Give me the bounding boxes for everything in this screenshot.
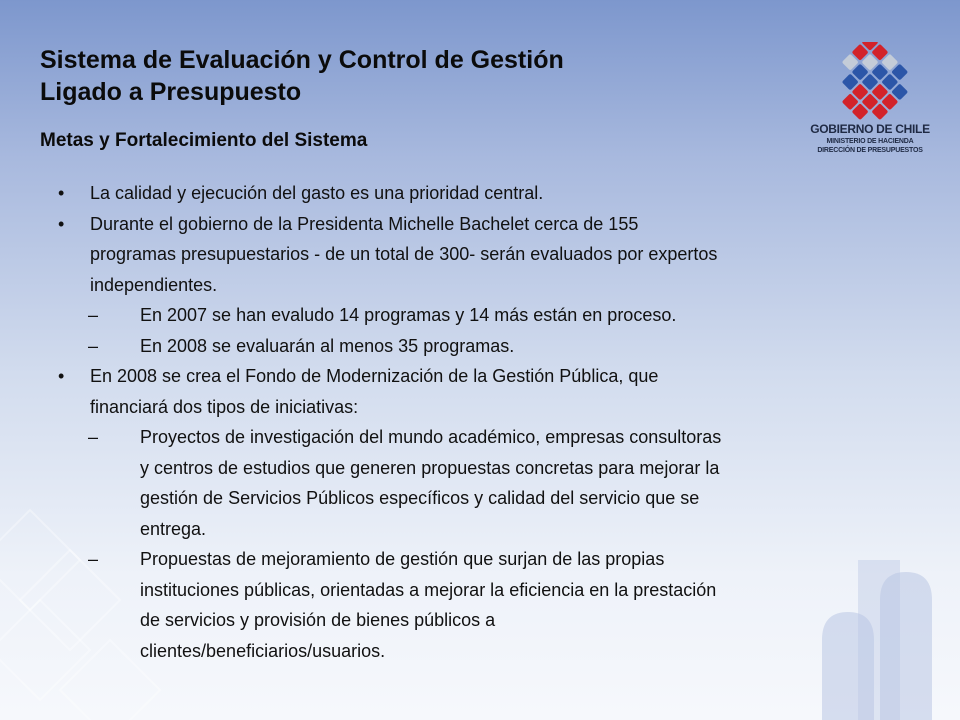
bullet-item [58, 178, 938, 209]
slide-subtitle: Metas y Fortalecimiento del Sistema [40, 130, 368, 151]
bullet-line: y centros de estudios que generen propuestas concretas para mejorar la [140, 457, 720, 478]
gobierno-de-chile-logo [808, 42, 932, 160]
bullet-line: Durante el gobierno de la Presidenta Michelle Bachelet cerca de 155 [90, 213, 639, 234]
bullet-line: Proyectos de investigación del mundo académico, empresas consultoras [140, 427, 722, 447]
bullet-item [58, 361, 938, 422]
bullet-line: gestión de Servicios Públicos específicos y calidad del servicio que se [140, 488, 700, 508]
bullet-marker: • [58, 183, 65, 203]
bullet-marker: • [58, 366, 65, 386]
bullet-line: Propuestas de mejoramiento de gestión que surjan de las propias [140, 549, 665, 569]
bullet-marker: • [58, 213, 65, 234]
sub-bullet-item [58, 300, 938, 331]
bullet-line: entrega. [140, 518, 207, 539]
logo-text-gobierno: GOBIERNO DE CHILE [810, 122, 930, 136]
sub-bullet-item [58, 544, 938, 666]
bullet-line: instituciones públicas, orientadas a mejorar la eficiencia en la prestación [140, 579, 717, 600]
sub-bullet-item [58, 422, 938, 544]
dash-marker: – [88, 549, 99, 569]
logo-text-ministerio: MINISTERIO DE HACIENDA [826, 138, 914, 145]
bullet-line: En 2008 se crea el Fondo de Modernización de la Gestión Pública, que [90, 366, 659, 386]
gobierno-de-chile-logo-icon [808, 42, 932, 122]
bullet-line: de servicios y provisión de bienes públicos a [140, 610, 496, 630]
bullet-line: La calidad y ejecución del gasto es una prioridad central. [90, 183, 544, 203]
bullet-item [58, 209, 938, 301]
bullet-list [58, 178, 938, 666]
logo-text-direccion: DIRECCIÓN DE PRESUPUESTOS [817, 147, 923, 154]
bullet-line: clientes/beneficiarios/usuarios. [140, 640, 386, 661]
sub-bullet-item [58, 331, 938, 362]
bullet-line: independientes. [90, 274, 218, 295]
bullet-line: En 2007 se han evaludo 14 programas y 14 más están en proceso. [140, 305, 677, 325]
dash-marker: – [88, 335, 99, 356]
bullet-line: En 2008 se evaluarán al menos 35 programas. [140, 335, 515, 356]
slide-title [40, 44, 564, 108]
title-line-2: Ligado a Presupuesto [40, 78, 302, 106]
dash-marker: – [88, 305, 99, 325]
bullet-line: programas presupuestarios - de un total de 300- serán evaluados por expertos [90, 244, 718, 264]
bullet-line: financiará dos tipos de iniciativas: [90, 396, 359, 417]
dash-marker: – [88, 427, 99, 447]
title-line-1: Sistema de Evaluación y Control de Gestión [40, 46, 564, 74]
